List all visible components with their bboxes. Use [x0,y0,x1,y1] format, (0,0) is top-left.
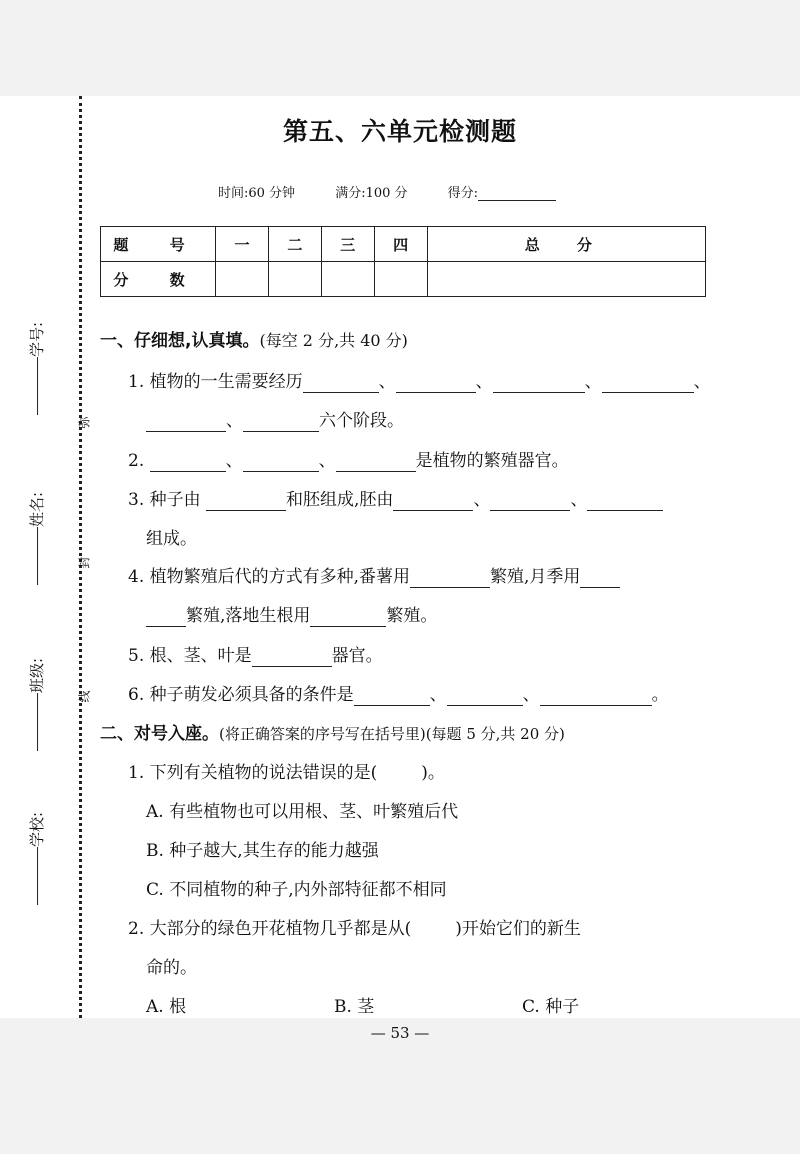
score-blank[interactable] [478,200,556,201]
answer-blank[interactable] [580,569,620,588]
answer-blank[interactable] [447,687,523,706]
name-field: 姓名: [26,492,47,585]
scan-margin-top [0,0,800,96]
s1-q3-line2: 组成。 [146,529,197,549]
class-field: 班级: [26,658,47,751]
s1-q5: 5. 根、茎、叶是 器官。 [128,646,383,666]
answer-blank[interactable] [146,608,186,627]
s1-q3-line1: 3. 种子由 和胚组成,胚由 、 、 [128,489,663,511]
score-table-cell: 三 [321,227,374,262]
exam-meta [218,182,556,201]
score-cell[interactable] [321,262,374,297]
answer-blank[interactable] [206,492,286,511]
score-cell[interactable] [268,262,321,297]
s1-q1-line1: 1. 植物的一生需要经历 、 、 、 、 [128,372,711,392]
answer-blank[interactable] [602,374,694,393]
answer-blank[interactable] [396,374,476,393]
section1-heading: 一、仔细想,认真填。(每空 2 分,共 40 分) [100,331,408,351]
score-table-cell: 二 [268,227,321,262]
s2-q2-option-c: C. 种子 [522,997,580,1017]
score-table [100,226,706,297]
answer-blank[interactable] [252,648,332,667]
binding-mark-mi: 弥 [77,416,92,429]
time-label: 时间:60 分钟 [218,186,296,201]
score-table-cell: 一 [216,227,269,262]
s1-q4-line1: 4. 植物繁殖后代的方式有多种,番薯用 繁殖,月季用 [128,566,620,588]
answer-blank[interactable] [303,374,379,393]
score-cell[interactable] [216,262,269,297]
score-table-cell: 四 [374,227,427,262]
s2-q1: 1. 下列有关植物的说法错误的是( )。 [128,763,445,783]
answer-blank[interactable] [490,492,570,511]
score-table-cell: 题 号 [101,227,216,262]
answer-blank[interactable] [336,453,416,472]
s2-q1-option-b: B. 种子越大,其生存的能力越强 [146,841,379,861]
answer-blank[interactable] [540,687,652,706]
score-table-header-row [101,227,706,262]
score-label: 得分: [447,186,479,201]
page-title: 第五、六单元检测题 [282,117,517,146]
answer-blank[interactable] [410,569,490,588]
score-table-cell: 总 分 [427,227,705,262]
s2-q1-option-a: A. 有些植物也可以用根、茎、叶繁殖后代 [146,802,459,822]
answer-blank[interactable] [243,413,319,432]
full-score-label: 满分:100 分 [335,186,408,201]
s1-q4-line2: 繁殖,落地生根用 繁殖。 [146,605,437,627]
s2-q2-option-b: B. 茎 [334,997,375,1017]
s2-q1-option-c: C. 不同植物的种子,内外部特征都不相同 [146,880,447,900]
s2-q2-line1: 2. 大部分的绿色开花植物几乎都是从( )开始它们的新生 [128,919,581,939]
student-id-field: 学号: [26,322,47,415]
binding-mark-feng: 封 [77,556,92,569]
binding-mark-xian: 线 [77,690,92,703]
answer-blank[interactable] [150,453,226,472]
s2-q2-option-a: A. 根 [146,997,187,1017]
answer-blank[interactable] [493,374,585,393]
answer-blank[interactable] [393,492,473,511]
s1-q6: 6. 种子萌发必须具备的条件是 、 、 。 [128,685,669,705]
answer-blank[interactable] [310,608,386,627]
s2-q2-line2: 命的。 [146,958,197,978]
score-table-cell: 分 数 [101,262,216,297]
s1-q1-line2: 、 六个阶段。 [146,410,404,432]
score-cell[interactable] [427,262,705,297]
answer-blank[interactable] [587,492,663,511]
answer-blank[interactable] [146,413,226,432]
page-number: — 53 — [370,1024,430,1042]
answer-blank[interactable] [243,453,319,472]
answer-blank[interactable] [354,687,430,706]
section2-heading: 二、对号入座。(将正确答案的序号写在括号里)(每题 5 分,共 20 分) [100,724,565,744]
score-table-score-row [101,262,706,297]
school-field: 学校: [26,812,47,905]
score-cell[interactable] [374,262,427,297]
s1-q2: 2. 、 、 是植物的繁殖器官。 [128,451,569,471]
binding-strip [30,96,92,1018]
